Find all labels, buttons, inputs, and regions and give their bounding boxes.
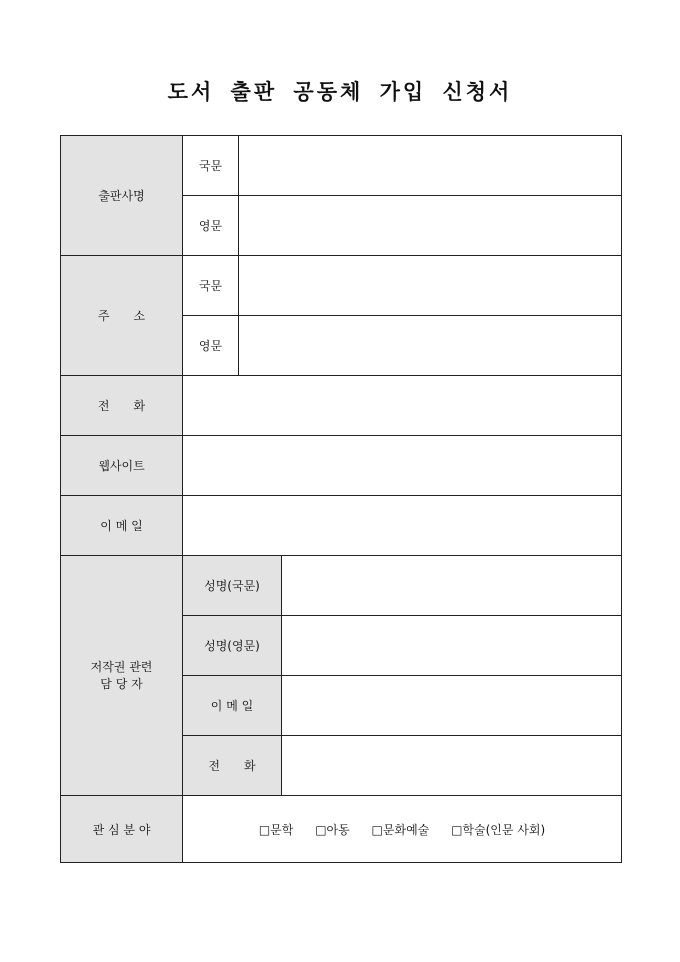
address-korean-field[interactable] [239, 256, 622, 316]
interest-checkbox-literature[interactable]: □문학 [258, 822, 294, 837]
interest-checkbox-culture-arts[interactable]: □문화예술 [371, 822, 430, 837]
website-label: 웹사이트 [61, 436, 183, 496]
phone-row [61, 376, 622, 436]
address-english-label: 영문 [183, 316, 239, 376]
address-english-field[interactable] [239, 316, 622, 376]
website-field[interactable] [183, 436, 622, 496]
interests-row [61, 796, 622, 863]
phone-field[interactable] [183, 376, 622, 436]
contact-name-english-field[interactable] [282, 616, 622, 676]
application-form-table [60, 135, 622, 863]
publisher-korean-field[interactable] [239, 136, 622, 196]
interests-options [183, 796, 622, 863]
contact-name-korean-label: 성명(국문) [183, 556, 282, 616]
address-label: 주 소 [61, 256, 183, 376]
contact-name-english-label: 성명(영문) [183, 616, 282, 676]
publisher-row-korean [61, 136, 622, 196]
contact-email-field[interactable] [282, 676, 622, 736]
contact-name-korean-field[interactable] [282, 556, 622, 616]
contact-name-korean-row [61, 556, 622, 616]
copyright-contact-label-line1: 저작권 관련 [90, 659, 153, 674]
publisher-label: 출판사명 [61, 136, 183, 256]
email-field[interactable] [183, 496, 622, 556]
email-label: 이 메 일 [61, 496, 183, 556]
interest-checkbox-academic[interactable]: □학술(인문 사회) [451, 822, 546, 837]
interests-label: 관 심 분 야 [61, 796, 183, 863]
publisher-english-field[interactable] [239, 196, 622, 256]
publisher-korean-label: 국문 [183, 136, 239, 196]
publisher-english-label: 영문 [183, 196, 239, 256]
contact-phone-label: 전 화 [183, 736, 282, 796]
email-row [61, 496, 622, 556]
address-korean-label: 국문 [183, 256, 239, 316]
contact-email-label: 이 메 일 [183, 676, 282, 736]
copyright-contact-label-line2: 담 당 자 [100, 676, 143, 691]
copyright-contact-label [61, 556, 183, 796]
form-title: 도서 출판 공동체 가입 신청서 [167, 79, 513, 104]
address-row-korean [61, 256, 622, 316]
phone-label: 전 화 [61, 376, 183, 436]
contact-phone-field[interactable] [282, 736, 622, 796]
website-row [61, 436, 622, 496]
interest-checkbox-children[interactable]: □아동 [315, 822, 350, 837]
